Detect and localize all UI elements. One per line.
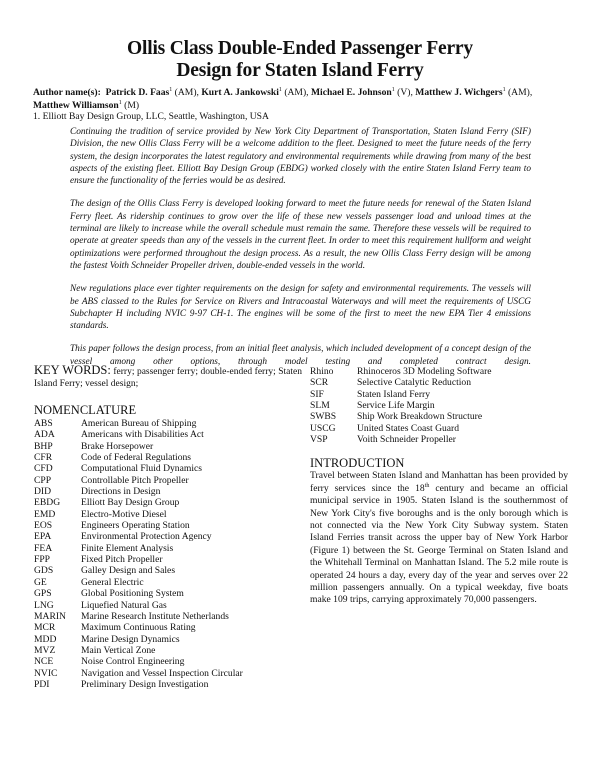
nomenclature-definition: Controllable Pitch Propeller (81, 474, 189, 486)
ordinal-suffix: th (424, 482, 430, 489)
nomenclature-definition: Voith Schneider Propeller (357, 434, 456, 446)
nomenclature-definition: Selective Catalytic Reduction (357, 377, 472, 389)
nomenclature-abbreviation: EPA (34, 531, 52, 543)
affiliation-mark: 1 (391, 87, 395, 93)
nomenclature-definition: Galley Design and Sales (81, 565, 176, 577)
nomenclature-abbreviation: SCR (310, 377, 329, 389)
nomenclature-entry (34, 463, 302, 474)
nomenclature-abbreviation: ABS (34, 418, 53, 429)
nomenclature-abbreviation: NCE (34, 656, 54, 668)
nomenclature-definition: Marine Design Dynamics (81, 633, 180, 645)
keywords-label: KEY WORDS: (34, 363, 111, 377)
author-name: Matthew J. Wichgers (415, 87, 503, 98)
nomenclature-entry (310, 423, 568, 434)
nomenclature-definition: United States Coast Guard (357, 422, 460, 434)
nomenclature-definition: Liquefied Natural Gas (81, 599, 167, 611)
author-name: Kurt A. Jankowski (201, 87, 279, 98)
nomenclature-entry (34, 429, 302, 440)
nomenclature-definition: Noise Control Engineering (81, 656, 185, 668)
left-column (34, 364, 302, 690)
nomenclature-entry (34, 600, 302, 611)
author-grade: (AM), (284, 87, 309, 98)
author-name: Michael E. Johnson (310, 87, 392, 98)
nomenclature-definition: Staten Island Ferry (357, 388, 431, 400)
introduction-heading: INTRODUCTION (310, 456, 405, 471)
nomenclature-entry (310, 411, 568, 422)
nomenclature-entry (34, 634, 302, 645)
nomenclature-definition: American Bureau of Shipping (81, 418, 197, 429)
nomenclature-definition: Global Positioning System (81, 588, 184, 600)
nomenclature-abbreviation: LNG (34, 599, 54, 611)
right-column (310, 364, 568, 607)
nomenclature-definition: Elliott Bay Design Group (81, 497, 180, 509)
author-affiliation: 1. Elliott Bay Design Group, LLC, Seattle, Washington, USA (33, 111, 269, 122)
nomenclature-definition: Environmental Protection Agency (81, 531, 212, 543)
nomenclature-abbreviation: CFR (34, 452, 53, 464)
nomenclature-abbreviation: MVZ (34, 644, 56, 656)
nomenclature-entry (34, 497, 302, 508)
nomenclature-definition: Code of Federal Regulations (81, 452, 192, 464)
intro-text: century and became an official municipal service in 1905. Staten Island is the southernmost of New York City's five boroughs and is the only borough which is not connected via the New York City Subway system. Staten Island Ferries transit across the upper bay of New York Harbor (Figure 1) between the St. George Terminal on Staten Island and the Whitehall Terminal on Manhattan Island. The 5.2 mile route is operated 24 hours a day, every day of the year and serves over 22 million passengers annually. On a typical weekday, five boats make 109 trips, carrying approximately 70,000 passengers. (310, 482, 568, 606)
nomenclature-entry (34, 418, 302, 429)
nomenclature-definition: Service Life Margin (357, 400, 435, 412)
introduction-paragraph (310, 470, 568, 606)
keywords (34, 364, 302, 390)
nomenclature-entry (310, 389, 568, 400)
nomenclature-abbreviation: EBDG (34, 497, 61, 509)
nomenclature-entry (34, 509, 302, 520)
nomenclature-entry (34, 486, 302, 497)
nomenclature-definition: Navigation and Vessel Inspection Circular (81, 667, 243, 679)
nomenclature-entry (34, 679, 302, 690)
nomenclature-definition: Computational Fluid Dynamics (81, 463, 202, 475)
nomenclature-heading: NOMENCLATURE (34, 403, 137, 417)
nomenclature-definition: Preliminary Design Investigation (81, 678, 209, 690)
nomenclature-abbreviation: PDI (34, 678, 50, 690)
nomenclature-definition: Electro-Motive Diesel (81, 508, 167, 520)
nomenclature-entry (34, 475, 302, 486)
abstract-paragraph: The design of the Ollis Class Ferry is developed looking forward to meet the future needs for renewal of the Staten Island Ferry fleet. As ridership continues to grow over the life of these new vessels passenger load and unload times at the terminal are likely to increase while the overall schedule must remain the same. Therefore these vessels will be required to operate at greater speeds than any of the vessels in the current fleet. In order to meet this requirement hullform and weight optimizations were performed throughout the design process. As a result, the new Ollis Class Ferry design will be among the fastest Voith Schneider Propeller driven, double-ended vessels in the world. (70, 199, 531, 271)
nomenclature-entry (34, 656, 302, 667)
nomenclature-entry (34, 441, 302, 452)
nomenclature-definition: Maximum Continuous Rating (81, 622, 196, 634)
nomenclature-abbreviation: GPS (34, 588, 52, 600)
nomenclature-definition: Brake Horsepower (81, 440, 154, 452)
nomenclature-abbreviation: MCR (34, 622, 56, 634)
nomenclature-abbreviation: MDD (34, 633, 57, 645)
nomenclature-definition: Engineers Operating Station (81, 520, 190, 532)
author-list (33, 87, 573, 112)
nomenclature-entry (34, 611, 302, 622)
abstract-paragraph: Continuing the tradition of service provided by New York City Department of Transportation, Staten Island Ferry (SIF) Division, the new Ollis Class Ferry will be a welcome addition to the fleet. Designed to meet the future needs of the ferry system, the design incorporates the latest regulatory and environmental requirements while drawing from many of the best aspects of the existing fleet. Elliott Bay Design Group (EBDG) worked closely with the entire Staten Island Ferry team to ensure the functionality of the ferries would be as desired. (70, 127, 531, 187)
nomenclature-abbreviation: DID (34, 486, 52, 498)
affiliation-mark: 1 (502, 87, 506, 93)
nomenclature-entry (34, 531, 302, 542)
nomenclature-definition: Directions in Design (81, 486, 161, 498)
nomenclature-definition: Fixed Pitch Propeller (81, 554, 163, 566)
nomenclature-abbreviation: BHP (34, 440, 53, 452)
nomenclature-entry (34, 668, 302, 679)
nomenclature-abbreviation: Rhino (310, 366, 334, 377)
nomenclature-entry (310, 400, 568, 411)
nomenclature-abbreviation: USCG (310, 422, 336, 434)
authors-label: Author name(s): (33, 87, 101, 98)
nomenclature-definition: Ship Work Breakdown Structure (357, 411, 483, 423)
abstract-paragraph: New regulations place ever tighter requirements on the design for safety and environmental requirements. The vessels will be ABS classed to the Rules for Service on Rivers and Intracoastal Waterways and will meet the requirements of USCG Subchapter H including NVIC 9-97 CH-1. The engines will be some of the first to meet the new EPA Tier 4 emissions standards. (70, 284, 531, 332)
nomenclature-entry (34, 577, 302, 588)
nomenclature-entry (310, 377, 568, 388)
abstract (70, 126, 531, 379)
nomenclature-entry (34, 622, 302, 633)
abstract-paragraph: This paper follows the design process, from an initial fleet analysis, which included development of a concept design of the vessel among other options, through model testing and completed contract design. (70, 344, 531, 367)
nomenclature-abbreviation: SWBS (310, 411, 337, 423)
nomenclature-abbreviation: GDS (34, 565, 54, 577)
nomenclature-entry (310, 434, 568, 445)
nomenclature-definition: Americans with Disabilities Act (81, 429, 204, 441)
affiliation-mark: 1 (118, 99, 122, 106)
nomenclature-definition: Main Vertical Zone (81, 644, 156, 656)
nomenclature-entry (34, 543, 302, 554)
author-name: Matthew Williamson (33, 99, 119, 111)
author-name: Patrick D. Faas (105, 87, 170, 98)
nomenclature-list-continued (310, 366, 568, 445)
affiliation-mark: 1 (169, 87, 173, 93)
nomenclature-abbreviation: ADA (34, 429, 55, 441)
author-grade: (AM), (507, 87, 533, 98)
nomenclature-abbreviation: EOS (34, 520, 53, 532)
nomenclature-definition: Finite Element Analysis (81, 542, 174, 554)
nomenclature-definition: General Electric (81, 576, 144, 588)
nomenclature-entry (34, 554, 302, 565)
nomenclature-abbreviation: SIF (310, 388, 324, 400)
nomenclature-definition: Marine Research Institute Netherlands (81, 610, 229, 622)
nomenclature-abbreviation: MARIN (34, 610, 66, 622)
nomenclature-entry (34, 520, 302, 531)
nomenclature-abbreviation: VSP (310, 434, 328, 446)
intro-text: Travel between Staten Island and Manhattan has been provided by ferry services since the 18 (310, 470, 568, 494)
nomenclature-abbreviation: CPP (34, 474, 52, 486)
affiliation-mark: 1 (278, 87, 282, 93)
nomenclature-abbreviation: SLM (310, 400, 330, 412)
nomenclature-entry (34, 588, 302, 599)
nomenclature-entry (34, 452, 302, 463)
paper-title-line-2: Design for Staten Island Ferry (176, 60, 424, 81)
author-grade: (M) (124, 99, 140, 111)
nomenclature-abbreviation: GE (34, 576, 47, 588)
nomenclature-definition: Rhinoceros 3D Modeling Software (357, 366, 492, 377)
nomenclature-entry (34, 565, 302, 576)
nomenclature-abbreviation: NVIC (34, 667, 58, 679)
nomenclature-abbreviation: FPP (34, 554, 51, 566)
nomenclature-entry (34, 645, 302, 656)
nomenclature-list (34, 418, 302, 690)
nomenclature-entry (310, 366, 568, 377)
author-grade: (AM), (174, 87, 199, 98)
paper-title-line-1: Ollis Class Double-Ended Passenger Ferry (127, 38, 473, 59)
author-grade: (V), (397, 87, 413, 98)
nomenclature-abbreviation: FEA (34, 542, 53, 554)
keywords-text: ferry; passenger ferry; double-ended ferry; Staten Island Ferry; vessel design; (34, 367, 302, 389)
nomenclature-abbreviation: EMD (34, 508, 56, 520)
nomenclature-abbreviation: CFD (34, 463, 53, 475)
